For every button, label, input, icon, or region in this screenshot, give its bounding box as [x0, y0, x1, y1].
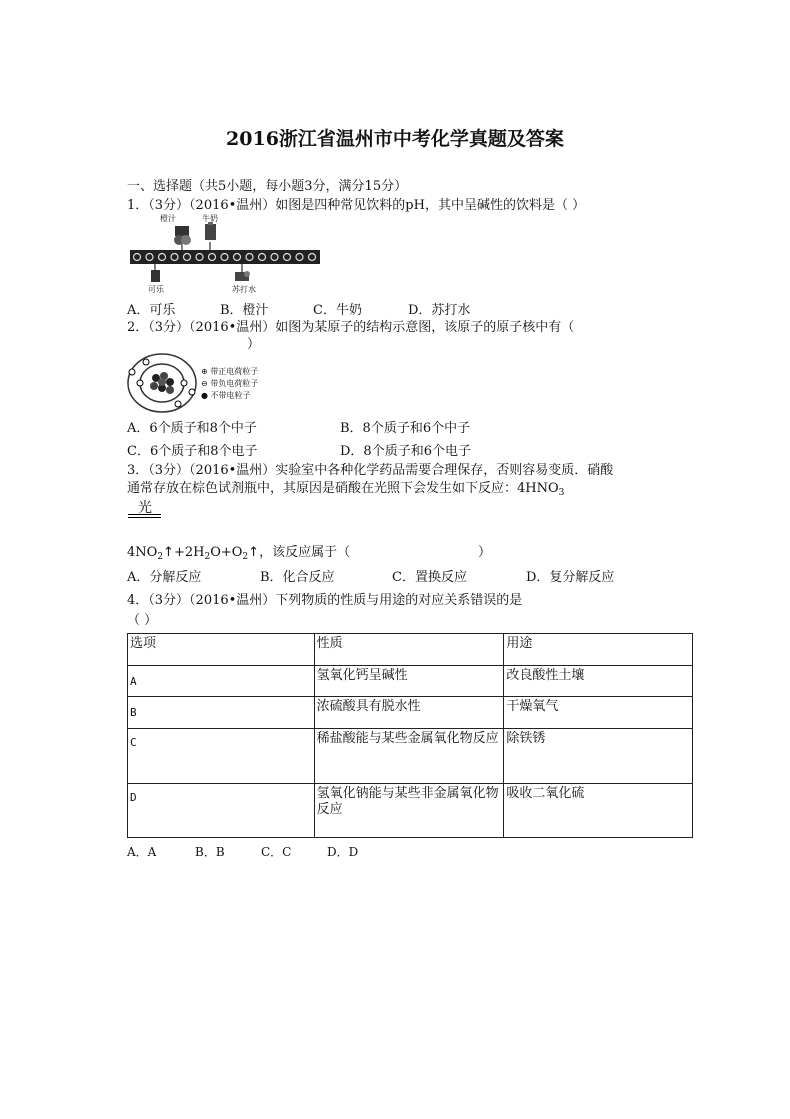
ph-scale-figure [129, 212, 324, 298]
table-row [128, 784, 693, 838]
atom-diagram [126, 352, 198, 414]
table-cell: 除铁锈 [504, 729, 693, 784]
q2-option-d[interactable]: D．8个质子和6个电子 [340, 444, 471, 459]
table-cell: 干燥氧气 [504, 697, 693, 729]
q1-option-c[interactable]: C．牛奶 [313, 303, 362, 318]
soda-water-icon [235, 271, 250, 281]
fig-label-cola: 可乐 [148, 285, 164, 294]
table-cell: C [128, 729, 315, 784]
q1-stem: 1．（3分）（2016•温州）如图是四种常见饮料的pH，其中呈碱性的饮料是（ ） [127, 198, 586, 213]
gas-arrow-icon: ↑ [163, 545, 174, 560]
legend-neutral: ● 不带电粒子 [201, 391, 251, 400]
property-use-table [127, 633, 693, 838]
negative-charge-icon: ⊖ [201, 379, 208, 388]
q4-option-b[interactable]: B．B [195, 845, 225, 859]
milk-carton-icon [205, 222, 216, 240]
positive-charge-icon: ⊕ [201, 367, 208, 376]
atom-structure-figure [126, 352, 271, 414]
table-header-cell: 性质 [314, 634, 504, 666]
q2-stem: 2．（3分）（2016•温州）如图为某原子的结构示意图，该原子的原子核中有（ [127, 320, 575, 335]
reaction-equal-line-top [128, 514, 161, 515]
q4-paren: （ ） [127, 613, 158, 628]
table-row [128, 666, 693, 697]
q3-option-a[interactable]: A．分解反应 [127, 570, 202, 585]
q2-option-b[interactable]: B．8个质子和6个中子 [340, 421, 471, 436]
fig-label-milk: 牛奶 [202, 214, 218, 223]
orange-juice-icon [174, 226, 191, 245]
table-cell: 浓硫酸具有脱水性 [314, 697, 504, 729]
legend-positive: ⊕ 带正电荷粒子 [201, 367, 259, 376]
table-cell: 吸收二氧化硫 [504, 784, 693, 838]
table-cell: 氢氧化钙呈碱性 [314, 666, 504, 697]
cola-bottle-icon [151, 270, 160, 282]
q1-option-b[interactable]: B．橙汁 [220, 303, 269, 318]
q2-option-c[interactable]: C．6个质子和8个电子 [127, 444, 258, 459]
q4-option-d[interactable]: D．D [327, 845, 359, 859]
q3-line1: 3．（3分）（2016•温州）实验室中各种化学药品需要合理保存，否则容易变质．硝酸 [127, 463, 614, 478]
q3-option-b[interactable]: B．化合反应 [260, 570, 335, 585]
reaction-equal-line-bottom [128, 517, 161, 518]
reaction-condition: 光 [138, 500, 152, 516]
q3-paren-close: ） [478, 545, 492, 560]
q4-option-a[interactable]: A．A [127, 845, 157, 859]
q2-option-a[interactable]: A．6个质子和8个中子 [127, 421, 257, 436]
q2-stem-end: ） [247, 337, 261, 352]
q4-stem: 4．（3分）（2016•温州）下列物质的性质与用途的对应关系错误的是 [127, 593, 523, 608]
section-heading: 一、选择题（共5小题，每小题3分，满分15分） [127, 179, 408, 194]
fig-label-orange: 橙汁 [160, 214, 176, 223]
q3-line2: 通常存放在棕色试剂瓶中，其原因是硝酸在光照下会发生如下反应：$4HNO_3$ [127, 481, 565, 498]
table-header-cell: 选项 [128, 634, 315, 666]
table-cell: A [128, 666, 315, 697]
table-cell: 稀盐酸能与某些金属氧化物反应 [314, 729, 504, 784]
table-cell: D [128, 784, 315, 838]
q3-option-d[interactable]: D．复分解反应 [526, 570, 615, 585]
table-cell: 改良酸性土壤 [504, 666, 693, 697]
q3-option-c[interactable]: C．置换反应 [392, 570, 467, 585]
table-header-cell: 用途 [504, 634, 693, 666]
neutral-particle-icon: ● [201, 391, 208, 400]
page-title: 2016浙江省温州市中考化学真题及答案 [226, 128, 564, 150]
gas-arrow-icon: ↑ [248, 545, 260, 560]
q1-option-d[interactable]: D．苏打水 [408, 303, 471, 318]
table-cell: B [128, 697, 315, 729]
q1-option-a[interactable]: A．可乐 [127, 303, 176, 318]
legend-negative: ⊖ 带负电荷粒子 [201, 379, 259, 388]
table-row [128, 697, 693, 729]
q4-option-c[interactable]: C．C [261, 845, 292, 859]
table-cell: 氢氧化钠能与某些非金属氧化物反应 [314, 784, 504, 838]
table-row [128, 729, 693, 784]
q3-equation: $4NO_2↑+2H_2O+O_2↑$，该反应属于（ [127, 545, 351, 562]
fig-label-soda: 苏打水 [232, 285, 256, 294]
table-header-row [128, 634, 693, 666]
